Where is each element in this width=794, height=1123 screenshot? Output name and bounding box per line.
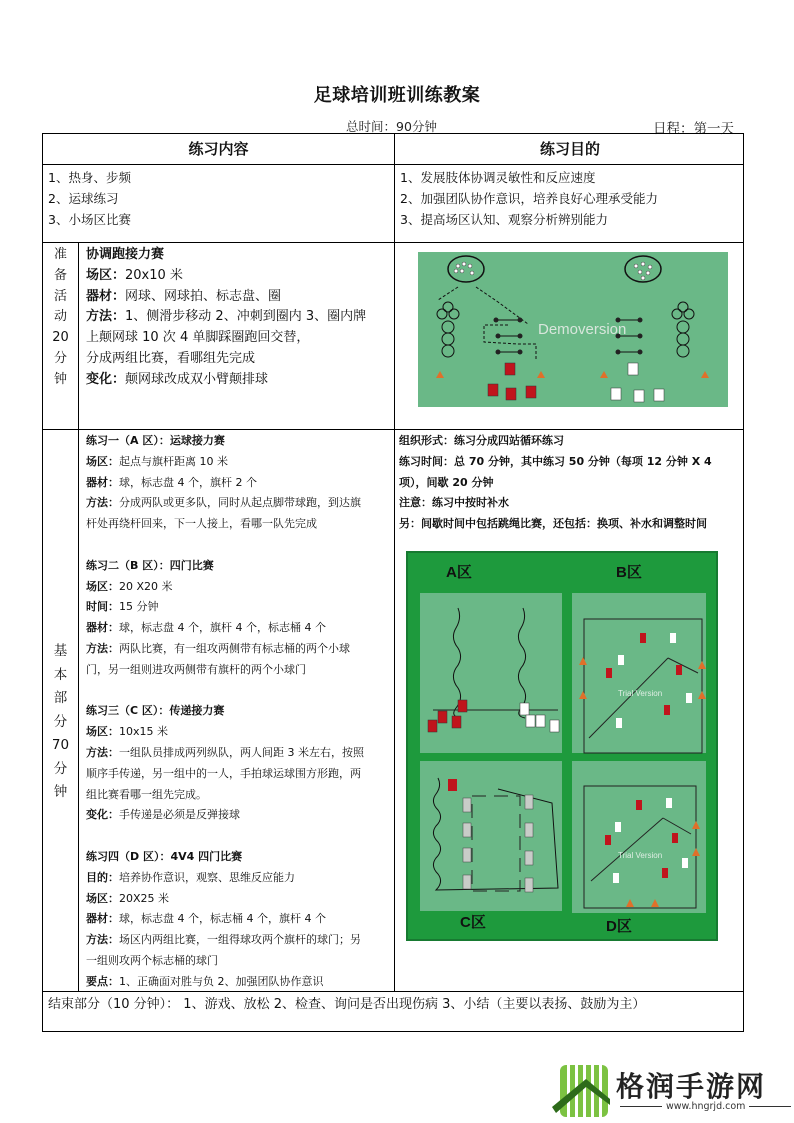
line-label: 变化： (86, 808, 119, 822)
label-char: 备 (53, 267, 67, 283)
line-label: 场区： (86, 891, 119, 905)
line-label: 场区： (86, 454, 119, 468)
line-value: 20 X20 米 (119, 579, 173, 593)
line-label: 目的： (86, 870, 119, 884)
method-label: 方法： (86, 309, 126, 325)
prep-drill-diagram (418, 252, 728, 407)
site-watermark-logo (552, 1063, 792, 1119)
organization-notes (399, 431, 712, 535)
row-divider (43, 242, 743, 243)
label-char: 动 (53, 309, 67, 325)
relay-field-illustration (418, 252, 728, 407)
line-value: 球，标志盘 4 个，标志桶 4 个，旗杆 4 个 (119, 912, 326, 926)
line-value: 球，标志盘 4 个，旗杆 2 个 (119, 475, 257, 489)
line-label: 时间： (86, 600, 119, 614)
row-divider (43, 429, 743, 430)
label-char: 基 (53, 643, 68, 659)
prep-section-label (43, 245, 78, 391)
header-content: 练习内容 (188, 140, 249, 158)
line-value: 培养协作意识，观察、思维反应能力 (119, 870, 295, 884)
line-value: 杆处再绕杆回来，下一人接上，看哪一队先完成 (86, 517, 317, 531)
overview-content (48, 167, 131, 230)
label-char: 分 (53, 760, 68, 777)
content-item: 1、热身、步频 (48, 170, 131, 185)
logo-name: 格润手游网 (616, 1070, 767, 1103)
document-title: 足球培训班训练教案 (313, 85, 481, 106)
line-value: 分成两队或更多队，同时从起点脚带球跑，到达旗 (119, 496, 361, 510)
content-item: 3、小场区比赛 (48, 212, 131, 227)
label-char: 活 (53, 288, 67, 304)
drill-b (86, 556, 364, 702)
line-value: 一组则攻两个标志桶的球门 (86, 953, 218, 967)
prep-title: 协调跑接力赛 (86, 247, 165, 262)
line-value: 组比赛看哪一组先完成。 (86, 787, 207, 801)
method-line: 1、侧滑步移动 2、冲刺到圈内 3、圈内牌 (125, 309, 367, 325)
line-label: 器材： (86, 475, 119, 489)
drill-c (86, 701, 364, 847)
drill-title: 练习一（A 区）：运球接力赛 (86, 434, 225, 447)
total-time: 总时间：90分钟 (346, 119, 437, 134)
row-divider (43, 164, 743, 165)
watermark-text: Demoversion (538, 321, 627, 338)
line-value: 两队比赛，有一组攻两侧带有标志桶的两个小球 (119, 641, 350, 655)
variation-label: 变化： (86, 371, 126, 387)
main-drills (86, 431, 364, 993)
line-value: 20X25 米 (119, 891, 170, 905)
label-char: 钟 (53, 784, 68, 800)
line-value: 1、正确面对胜与负 2、加强团队协作意识 (119, 974, 324, 988)
station-circuit-diagram (406, 551, 718, 941)
label-char: 分 (53, 713, 68, 730)
svg-text:Trial Version: Trial Version (618, 689, 663, 698)
drill-d (86, 847, 364, 993)
drill-title: 练习二（B 区）：四门比赛 (86, 558, 214, 572)
header-purpose: 练习目的 (539, 140, 600, 158)
main-section-label (43, 640, 78, 805)
zone-label-c: C区 (460, 914, 486, 931)
method-line: 上颠网球 10 次 4 单脚踩圈跑回交替， (86, 330, 310, 346)
line-label: 要点： (86, 974, 119, 988)
content-item: 2、运球练习 (48, 191, 119, 206)
schedule: 日程：第一天 (653, 121, 734, 137)
lesson-plan-table (42, 133, 744, 1032)
purpose-item: 3、提高场区认知、观察分析辨别能力 (400, 212, 608, 227)
zone-label-a: A区 (446, 564, 472, 581)
label-char: 70 (51, 737, 70, 753)
drill-title: 练习四（D 区）：4V4 四门比赛 (86, 849, 243, 863)
field-value: 20x10 米 (125, 267, 183, 283)
org-line: 组织形式：练习分成四站循环练习 (399, 434, 564, 447)
drill-title: 练习三（C 区）：传递接力赛 (86, 704, 225, 718)
org-line: 项），间歇 20 分钟 (399, 475, 494, 489)
overview-purpose (400, 167, 658, 230)
line-label: 场区： (86, 725, 119, 739)
org-line: 注意：练习中按时补水 (399, 496, 509, 510)
line-value: 场区内两组比赛，一组得球攻两个旗杆的球门；另 (119, 933, 361, 947)
label-char: 钟 (53, 371, 67, 387)
four-zone-illustration (408, 553, 716, 939)
line-value: 起点与旗杆距离 10 米 (119, 454, 228, 468)
column-divider (394, 134, 395, 991)
variation-value: 颠网球改成双小臂颠排球 (125, 371, 269, 387)
zone-label-d: D区 (606, 918, 632, 935)
org-line: 练习时间：总 70 分钟，其中练习 50 分钟（每项 12 分钟 X 4 (399, 454, 712, 468)
line-value: 一组队员排成两列纵队，两人间距 3 米左右，按照 (119, 745, 364, 759)
zone-label-b: B区 (616, 564, 642, 581)
ending-text: 结束部分（10 分钟）： 1、游戏、放松 2、检查、询问是否出现伤病 3、小结（主要以表扬、鼓励为主） (48, 997, 646, 1012)
label-column-divider (78, 242, 79, 991)
line-label: 器材： (86, 621, 119, 635)
field-label: 场区： (86, 267, 126, 283)
house-logo-icon (552, 1063, 610, 1119)
equipment-label: 器材： (86, 288, 126, 304)
line-label: 方法： (86, 496, 119, 510)
line-label: 器材： (86, 912, 119, 926)
line-value: 15 分钟 (119, 600, 159, 614)
label-char: 部 (53, 690, 68, 706)
line-label: 方法： (86, 745, 119, 759)
ending-section (48, 994, 645, 1015)
line-value: 10x15 米 (119, 725, 169, 739)
svg-text:Trial Version: Trial Version (618, 851, 663, 860)
label-char: 本 (53, 666, 68, 683)
logo-url: www.hngrjd.com (616, 1101, 794, 1112)
prep-content (86, 245, 366, 391)
label-char: 20 (52, 330, 69, 346)
line-label: 方法： (86, 641, 119, 655)
org-line: 另：间歇时间中包括跳绳比赛，还包括：换项、补水和调整时间 (399, 517, 707, 531)
label-char: 分 (53, 350, 67, 366)
line-label: 方法： (86, 933, 119, 947)
line-label: 场区： (86, 579, 119, 593)
purpose-item: 1、发展肢体协调灵敏性和反应速度 (400, 170, 596, 185)
line-value: 门，另一组则进攻两侧带有旗杆的两个小球门 (86, 662, 306, 676)
line-value: 手传递是必须是反弹接球 (119, 808, 240, 822)
drill-a (86, 431, 364, 556)
line-value: 顺序手传递，另一组中的一人，手拍球运球围方形跑，两 (86, 766, 361, 780)
purpose-item: 2、加强团队协作意识，培养良好心理承受能力 (400, 191, 658, 206)
line-value: 球，标志盘 4 个，旗杆 4 个，标志桶 4 个 (119, 621, 326, 635)
label-char: 准 (53, 247, 67, 262)
method-line: 分成两组比赛，看哪组先完成 (86, 350, 256, 366)
equipment-value: 网球、网球拍、标志盘、圈 (125, 288, 282, 304)
